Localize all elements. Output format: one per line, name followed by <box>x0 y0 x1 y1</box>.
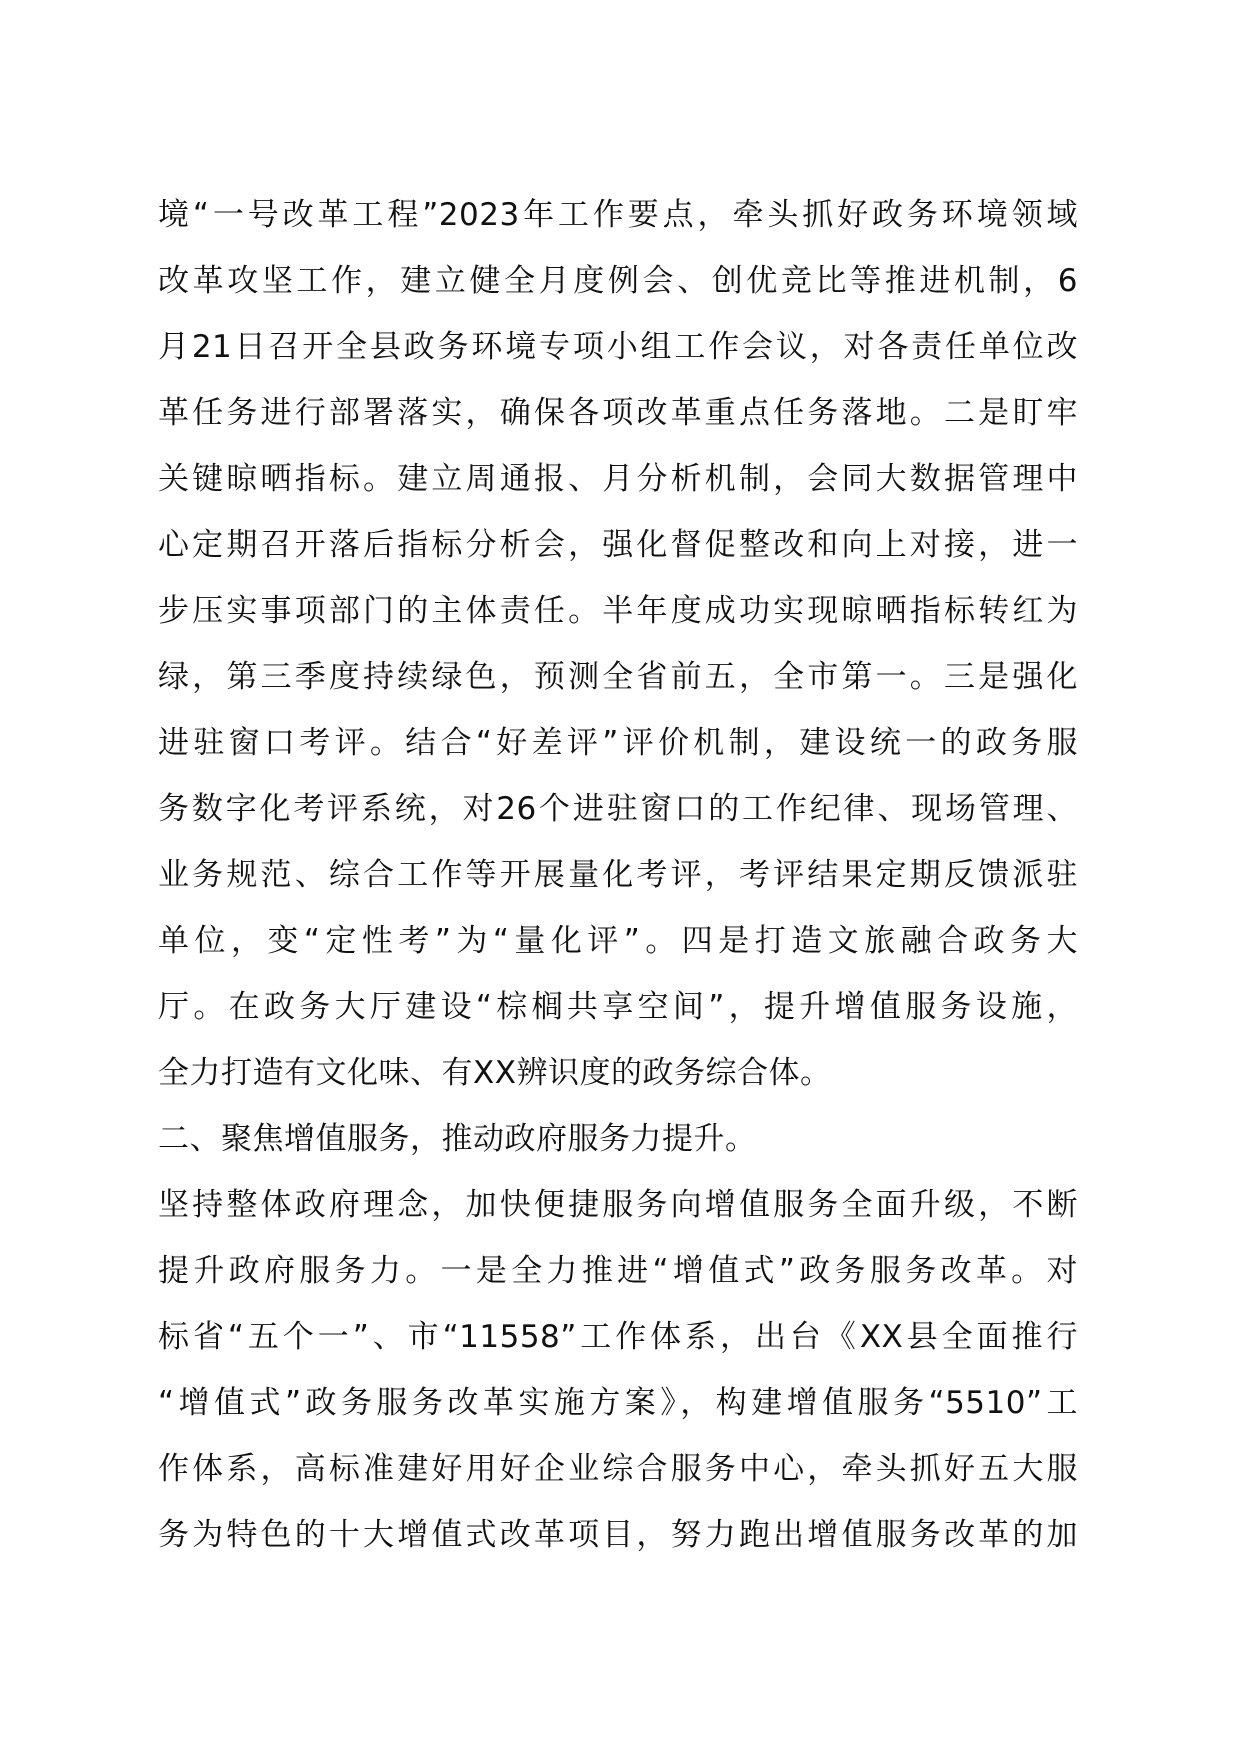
document-body <box>158 182 1078 1568</box>
text-line: 提升政府服务力。一是全力推进“增值式”政务服务改革。对 <box>158 1253 1078 1289</box>
paragraph-2 <box>158 1172 1078 1568</box>
text-line: 厅。在政务大厅建设“棕榈共享空间”，提升增值服务设施， <box>158 989 1078 1025</box>
text-line: “增值式”政务服务改革实施方案》，构建增值服务“5510”工 <box>158 1385 1078 1421</box>
text-line: 境“一号改革工程”2023年工作要点，牵头抓好政务环境领域 <box>158 197 1078 233</box>
text-line: 步压实事项部门的主体责任。半年度成功实现晾晒指标转红为 <box>158 593 1078 629</box>
text-line: 绿，第三季度持续绿色，预测全省前五，全市第一。三是强化 <box>158 659 1078 695</box>
text-line: 改革攻坚工作，建立健全月度例会、创优竞比等推进机制，6 <box>158 263 1078 299</box>
paragraph-1 <box>158 182 1078 1106</box>
text-line: 关键晾晒指标。建立周通报、月分析机制，会同大数据管理中 <box>158 461 1078 497</box>
text-line: 务数字化考评系统，对26个进驻窗口的工作纪律、现场管理、 <box>158 791 1078 827</box>
text-line: 标省“五个一”、市“11558”工作体系，出台《XX县全面推行 <box>158 1319 1078 1355</box>
text-line: 业务规范、综合工作等开展量化考评，考评结果定期反馈派驻 <box>158 857 1078 893</box>
text-line: 进驻窗口考评。结合“好差评”评价机制，建设统一的政务服 <box>158 725 1078 761</box>
text-line: 坚持整体政府理念，加快便捷服务向增值服务全面升级，不断 <box>158 1187 1078 1223</box>
section-heading: 二、聚焦增值服务，推动政府服务力提升。 <box>158 1121 757 1157</box>
text-line: 单位，变“定性考”为“量化评”。四是打造文旅融合政务大 <box>158 923 1078 959</box>
text-line: 全力打造有文化味、有XX辨识度的政务综合体。 <box>158 1055 832 1091</box>
text-line: 务为特色的十大增值式改革项目，努力跑出增值服务改革的加 <box>158 1517 1078 1553</box>
text-line: 心定期召开落后指标分析会，强化督促整改和向上对接，进一 <box>158 527 1078 563</box>
text-line: 月21日召开全县政务环境专项小组工作会议，对各责任单位改 <box>158 329 1078 365</box>
text-line: 革任务进行部署落实，确保各项改革重点任务落地。二是盯牢 <box>158 395 1078 431</box>
text-line: 作体系，高标准建好用好企业综合服务中心，牵头抓好五大服 <box>158 1451 1078 1487</box>
